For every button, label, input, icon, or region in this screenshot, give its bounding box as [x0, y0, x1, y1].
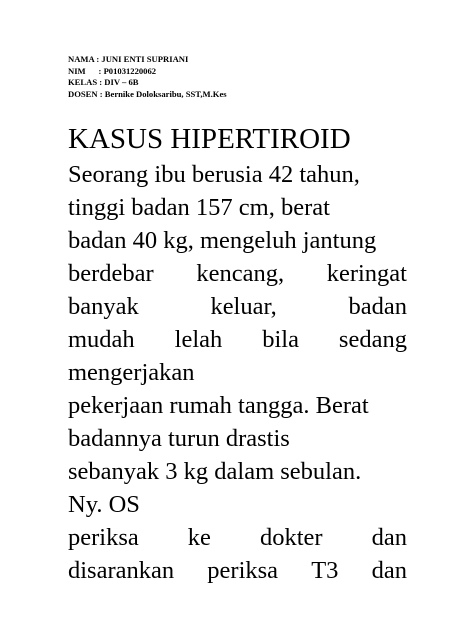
word: lelah — [174, 326, 223, 353]
word: periksa — [207, 557, 279, 584]
text-line: badannya turun drastis — [68, 425, 290, 452]
word: ke — [187, 524, 211, 551]
student-class: KELAS : DIV – 6B — [68, 77, 139, 88]
text-line: sebanyak 3 kg dalam sebulan. — [68, 458, 362, 485]
student-name: NAMA : JUNI ENTI SUPRIANI — [68, 54, 189, 64]
text-line — [68, 554, 407, 587]
student-info-block — [68, 54, 227, 100]
text-line — [68, 521, 407, 554]
word: disarankan — [68, 557, 175, 584]
text-line: pekerjaan rumah tangga. Berat — [68, 392, 369, 419]
text-line: badan 40 kg, mengeluh jantung — [68, 227, 377, 254]
text-line — [68, 323, 407, 356]
text-line: tinggi badan 157 cm, berat — [68, 194, 330, 221]
word: keringat — [326, 260, 407, 287]
word: mudah — [68, 326, 135, 353]
word: dan — [371, 557, 407, 584]
case-title: KASUS HIPERTIROID — [68, 123, 351, 155]
word: periksa — [68, 524, 139, 551]
lecturer-name: DOSEN : Bernike Doloksaribu, SST,M.Kes — [68, 88, 227, 99]
word: badan — [348, 293, 407, 320]
word: bila — [262, 326, 299, 353]
word: berdebar — [68, 260, 154, 287]
word: banyak — [68, 293, 139, 320]
text-line: Seorang ibu berusia 42 tahun, — [68, 161, 360, 188]
text-line — [68, 290, 407, 323]
word: dan — [371, 524, 407, 551]
word: dokter — [259, 524, 323, 551]
word: keluar, — [210, 293, 277, 320]
text-line — [68, 257, 407, 290]
word: sedang — [338, 326, 407, 353]
word: T3 — [311, 557, 339, 584]
text-line: Ny. OS — [68, 491, 140, 518]
text-line: mengerjakan — [68, 359, 195, 386]
student-nim: NIM : P01031220062 — [68, 65, 157, 76]
word: kencang, — [196, 260, 285, 287]
case-description — [68, 158, 407, 587]
